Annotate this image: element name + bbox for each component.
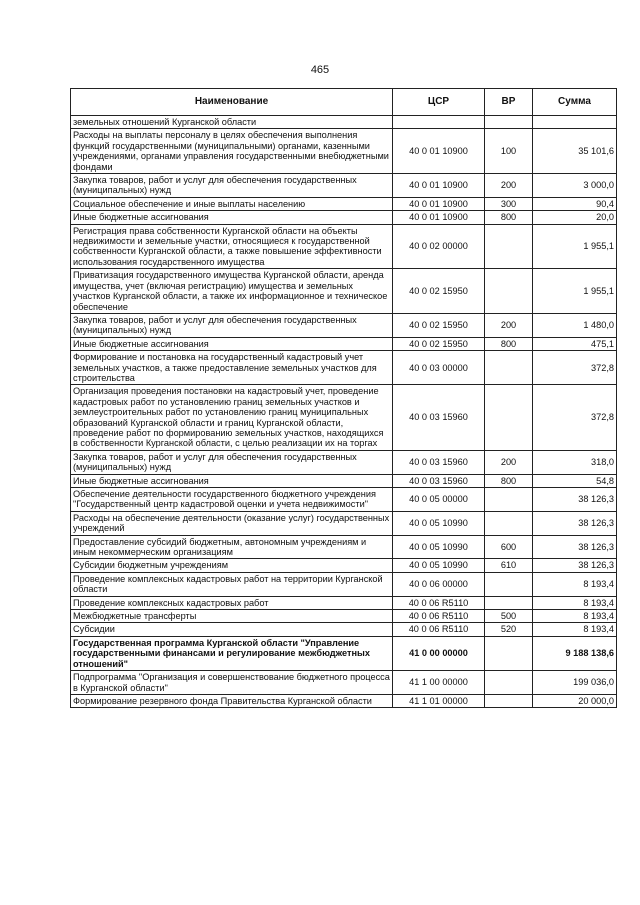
row-name: Иные бюджетные ассигнования bbox=[71, 474, 393, 487]
row-sum bbox=[533, 116, 617, 129]
row-csr: 40 0 01 10900 bbox=[393, 197, 485, 210]
row-vr bbox=[485, 572, 533, 596]
row-vr: 200 bbox=[485, 450, 533, 474]
table-row bbox=[71, 224, 617, 269]
row-vr: 300 bbox=[485, 197, 533, 210]
row-sum: 199 036,0 bbox=[533, 671, 617, 695]
row-sum: 38 126,3 bbox=[533, 511, 617, 535]
row-csr: 40 0 05 10990 bbox=[393, 535, 485, 559]
row-csr: 41 0 00 00000 bbox=[393, 636, 485, 670]
row-csr: 40 0 01 10900 bbox=[393, 174, 485, 198]
row-name: Закупка товаров, работ и услуг для обеспечения государственных (муниципальных) нужд bbox=[71, 450, 393, 474]
row-csr: 40 0 02 00000 bbox=[393, 224, 485, 269]
row-name: Приватизация государственного имущества Курганской области, аренда имущества, учет (включая регистрацию) имущества и земельных участков Курганской области, а также их информационное и техническое обеспечение bbox=[71, 269, 393, 314]
row-csr bbox=[393, 116, 485, 129]
row-vr bbox=[485, 116, 533, 129]
row-sum: 90,4 bbox=[533, 197, 617, 210]
row-sum: 8 193,4 bbox=[533, 596, 617, 609]
header-vr: ВР bbox=[485, 89, 533, 116]
row-vr: 610 bbox=[485, 559, 533, 572]
row-vr bbox=[485, 351, 533, 385]
row-sum: 54,8 bbox=[533, 474, 617, 487]
table-row bbox=[71, 596, 617, 609]
row-sum: 1 955,1 bbox=[533, 224, 617, 269]
row-csr: 40 0 06 00000 bbox=[393, 572, 485, 596]
row-name: земельных отношений Курганской области bbox=[71, 116, 393, 129]
row-vr bbox=[485, 269, 533, 314]
table-row bbox=[71, 694, 617, 707]
row-name: Обеспечение деятельности государственного бюджетного учреждения "Государственный центр кадастровой оценки и учета недвижимости" bbox=[71, 488, 393, 512]
row-vr: 800 bbox=[485, 337, 533, 350]
table-row bbox=[71, 129, 617, 174]
table-row bbox=[71, 385, 617, 450]
table-row bbox=[71, 474, 617, 487]
row-vr bbox=[485, 511, 533, 535]
table-body bbox=[71, 116, 617, 708]
row-csr: 40 0 06 R5110 bbox=[393, 596, 485, 609]
row-name: Иные бюджетные ассигнования bbox=[71, 211, 393, 224]
row-vr bbox=[485, 385, 533, 450]
table-row bbox=[71, 488, 617, 512]
row-csr: 40 0 05 10990 bbox=[393, 559, 485, 572]
row-sum: 372,8 bbox=[533, 385, 617, 450]
row-vr: 800 bbox=[485, 211, 533, 224]
table-row bbox=[71, 450, 617, 474]
row-sum: 475,1 bbox=[533, 337, 617, 350]
table-header-row bbox=[71, 89, 617, 116]
row-name: Формирование резервного фонда Правительства Курганской области bbox=[71, 694, 393, 707]
row-name: Проведение комплексных кадастровых работ на территории Курганской области bbox=[71, 572, 393, 596]
row-name: Государственная программа Курганской области "Управление государственными финансами и регулирование межбюджетных отношений" bbox=[71, 636, 393, 670]
row-sum: 3 000,0 bbox=[533, 174, 617, 198]
row-name: Закупка товаров, работ и услуг для обеспечения государственных (муниципальных) нужд bbox=[71, 174, 393, 198]
row-sum: 38 126,3 bbox=[533, 535, 617, 559]
row-vr: 600 bbox=[485, 535, 533, 559]
table-row bbox=[71, 211, 617, 224]
row-vr bbox=[485, 694, 533, 707]
row-name: Субсидии bbox=[71, 623, 393, 636]
row-vr: 520 bbox=[485, 623, 533, 636]
row-name: Иные бюджетные ассигнования bbox=[71, 337, 393, 350]
row-name: Закупка товаров, работ и услуг для обеспечения государственных (муниципальных) нужд bbox=[71, 313, 393, 337]
table-row bbox=[71, 313, 617, 337]
row-sum: 1 480,0 bbox=[533, 313, 617, 337]
table-row bbox=[71, 116, 617, 129]
row-name: Проведение комплексных кадастровых работ bbox=[71, 596, 393, 609]
table-row bbox=[71, 197, 617, 210]
row-vr bbox=[485, 224, 533, 269]
row-vr: 500 bbox=[485, 610, 533, 623]
table-row bbox=[71, 269, 617, 314]
row-sum: 318,0 bbox=[533, 450, 617, 474]
row-name: Межбюджетные трансферты bbox=[71, 610, 393, 623]
row-csr: 40 0 02 15950 bbox=[393, 269, 485, 314]
row-sum: 20 000,0 bbox=[533, 694, 617, 707]
row-name: Регистрация права собственности Курганской области на объекты недвижимости и земельные участки, относящиеся к государственной собственности Курганской области, а также повышение эффективности использования государственного имущества bbox=[71, 224, 393, 269]
table-row bbox=[71, 174, 617, 198]
row-name: Расходы на выплаты персоналу в целях обеспечения выполнения функций государственными (муниципальными) органами, казенными учреждениями, органами управления государственными внебюджетными фондами bbox=[71, 129, 393, 174]
row-csr: 40 0 05 10990 bbox=[393, 511, 485, 535]
row-csr: 40 0 03 15960 bbox=[393, 450, 485, 474]
table-row bbox=[71, 337, 617, 350]
row-csr: 40 0 01 10900 bbox=[393, 129, 485, 174]
row-name: Предоставление субсидий бюджетным, автономным учреждениям и иным некоммерческим организациям bbox=[71, 535, 393, 559]
table-row bbox=[71, 623, 617, 636]
row-name: Расходы на обеспечение деятельности (оказание услуг) государственных учреждений bbox=[71, 511, 393, 535]
row-sum: 8 193,4 bbox=[533, 623, 617, 636]
row-vr bbox=[485, 671, 533, 695]
row-csr: 40 0 01 10900 bbox=[393, 211, 485, 224]
header-csr: ЦСР bbox=[393, 89, 485, 116]
row-sum: 8 193,4 bbox=[533, 572, 617, 596]
header-name: Наименование bbox=[71, 89, 393, 116]
row-vr bbox=[485, 488, 533, 512]
row-csr: 40 0 06 R5110 bbox=[393, 623, 485, 636]
table-row bbox=[71, 535, 617, 559]
row-sum: 8 193,4 bbox=[533, 610, 617, 623]
table-row bbox=[71, 511, 617, 535]
row-csr: 40 0 02 15950 bbox=[393, 313, 485, 337]
row-csr: 40 0 06 R5110 bbox=[393, 610, 485, 623]
row-vr bbox=[485, 596, 533, 609]
row-csr: 40 0 02 15950 bbox=[393, 337, 485, 350]
table-row bbox=[71, 671, 617, 695]
row-name: Субсидии бюджетным учреждениям bbox=[71, 559, 393, 572]
row-sum: 38 126,3 bbox=[533, 559, 617, 572]
row-sum: 372,8 bbox=[533, 351, 617, 385]
row-name: Формирование и постановка на государственный кадастровый учет земельных участков, а также предоставление земельных участков для строительства bbox=[71, 351, 393, 385]
row-csr: 41 1 01 00000 bbox=[393, 694, 485, 707]
row-csr: 40 0 03 15960 bbox=[393, 385, 485, 450]
row-sum: 35 101,6 bbox=[533, 129, 617, 174]
row-csr: 41 1 00 00000 bbox=[393, 671, 485, 695]
table-row bbox=[71, 636, 617, 670]
row-sum: 20,0 bbox=[533, 211, 617, 224]
row-name: Подпрограмма "Организация и совершенствование бюджетного процесса в Курганской области" bbox=[71, 671, 393, 695]
row-vr: 200 bbox=[485, 174, 533, 198]
row-csr: 40 0 03 00000 bbox=[393, 351, 485, 385]
row-name: Социальное обеспечение и иные выплаты населению bbox=[71, 197, 393, 210]
table-row bbox=[71, 610, 617, 623]
table-row bbox=[71, 559, 617, 572]
row-vr: 100 bbox=[485, 129, 533, 174]
page-number: 465 bbox=[310, 64, 330, 76]
row-csr: 40 0 05 00000 bbox=[393, 488, 485, 512]
row-name: Организация проведения постановки на кадастровый учет, проведение кадастровых работ по установлению границ земельных участков и землеустроительных работ по установлению границ муниципальных образований Курганской области и границ Курганской области, проведение работ по формированию земельных участков, находящихся в собственности Курганской области, с целью реализации их на торгах bbox=[71, 385, 393, 450]
row-vr: 200 bbox=[485, 313, 533, 337]
row-sum: 38 126,3 bbox=[533, 488, 617, 512]
budget-table bbox=[70, 88, 617, 708]
table-row bbox=[71, 351, 617, 385]
row-sum: 1 955,1 bbox=[533, 269, 617, 314]
table-row bbox=[71, 572, 617, 596]
row-sum: 9 188 138,6 bbox=[533, 636, 617, 670]
row-vr: 800 bbox=[485, 474, 533, 487]
row-vr bbox=[485, 636, 533, 670]
header-sum: Сумма bbox=[533, 89, 617, 116]
row-csr: 40 0 03 15960 bbox=[393, 474, 485, 487]
